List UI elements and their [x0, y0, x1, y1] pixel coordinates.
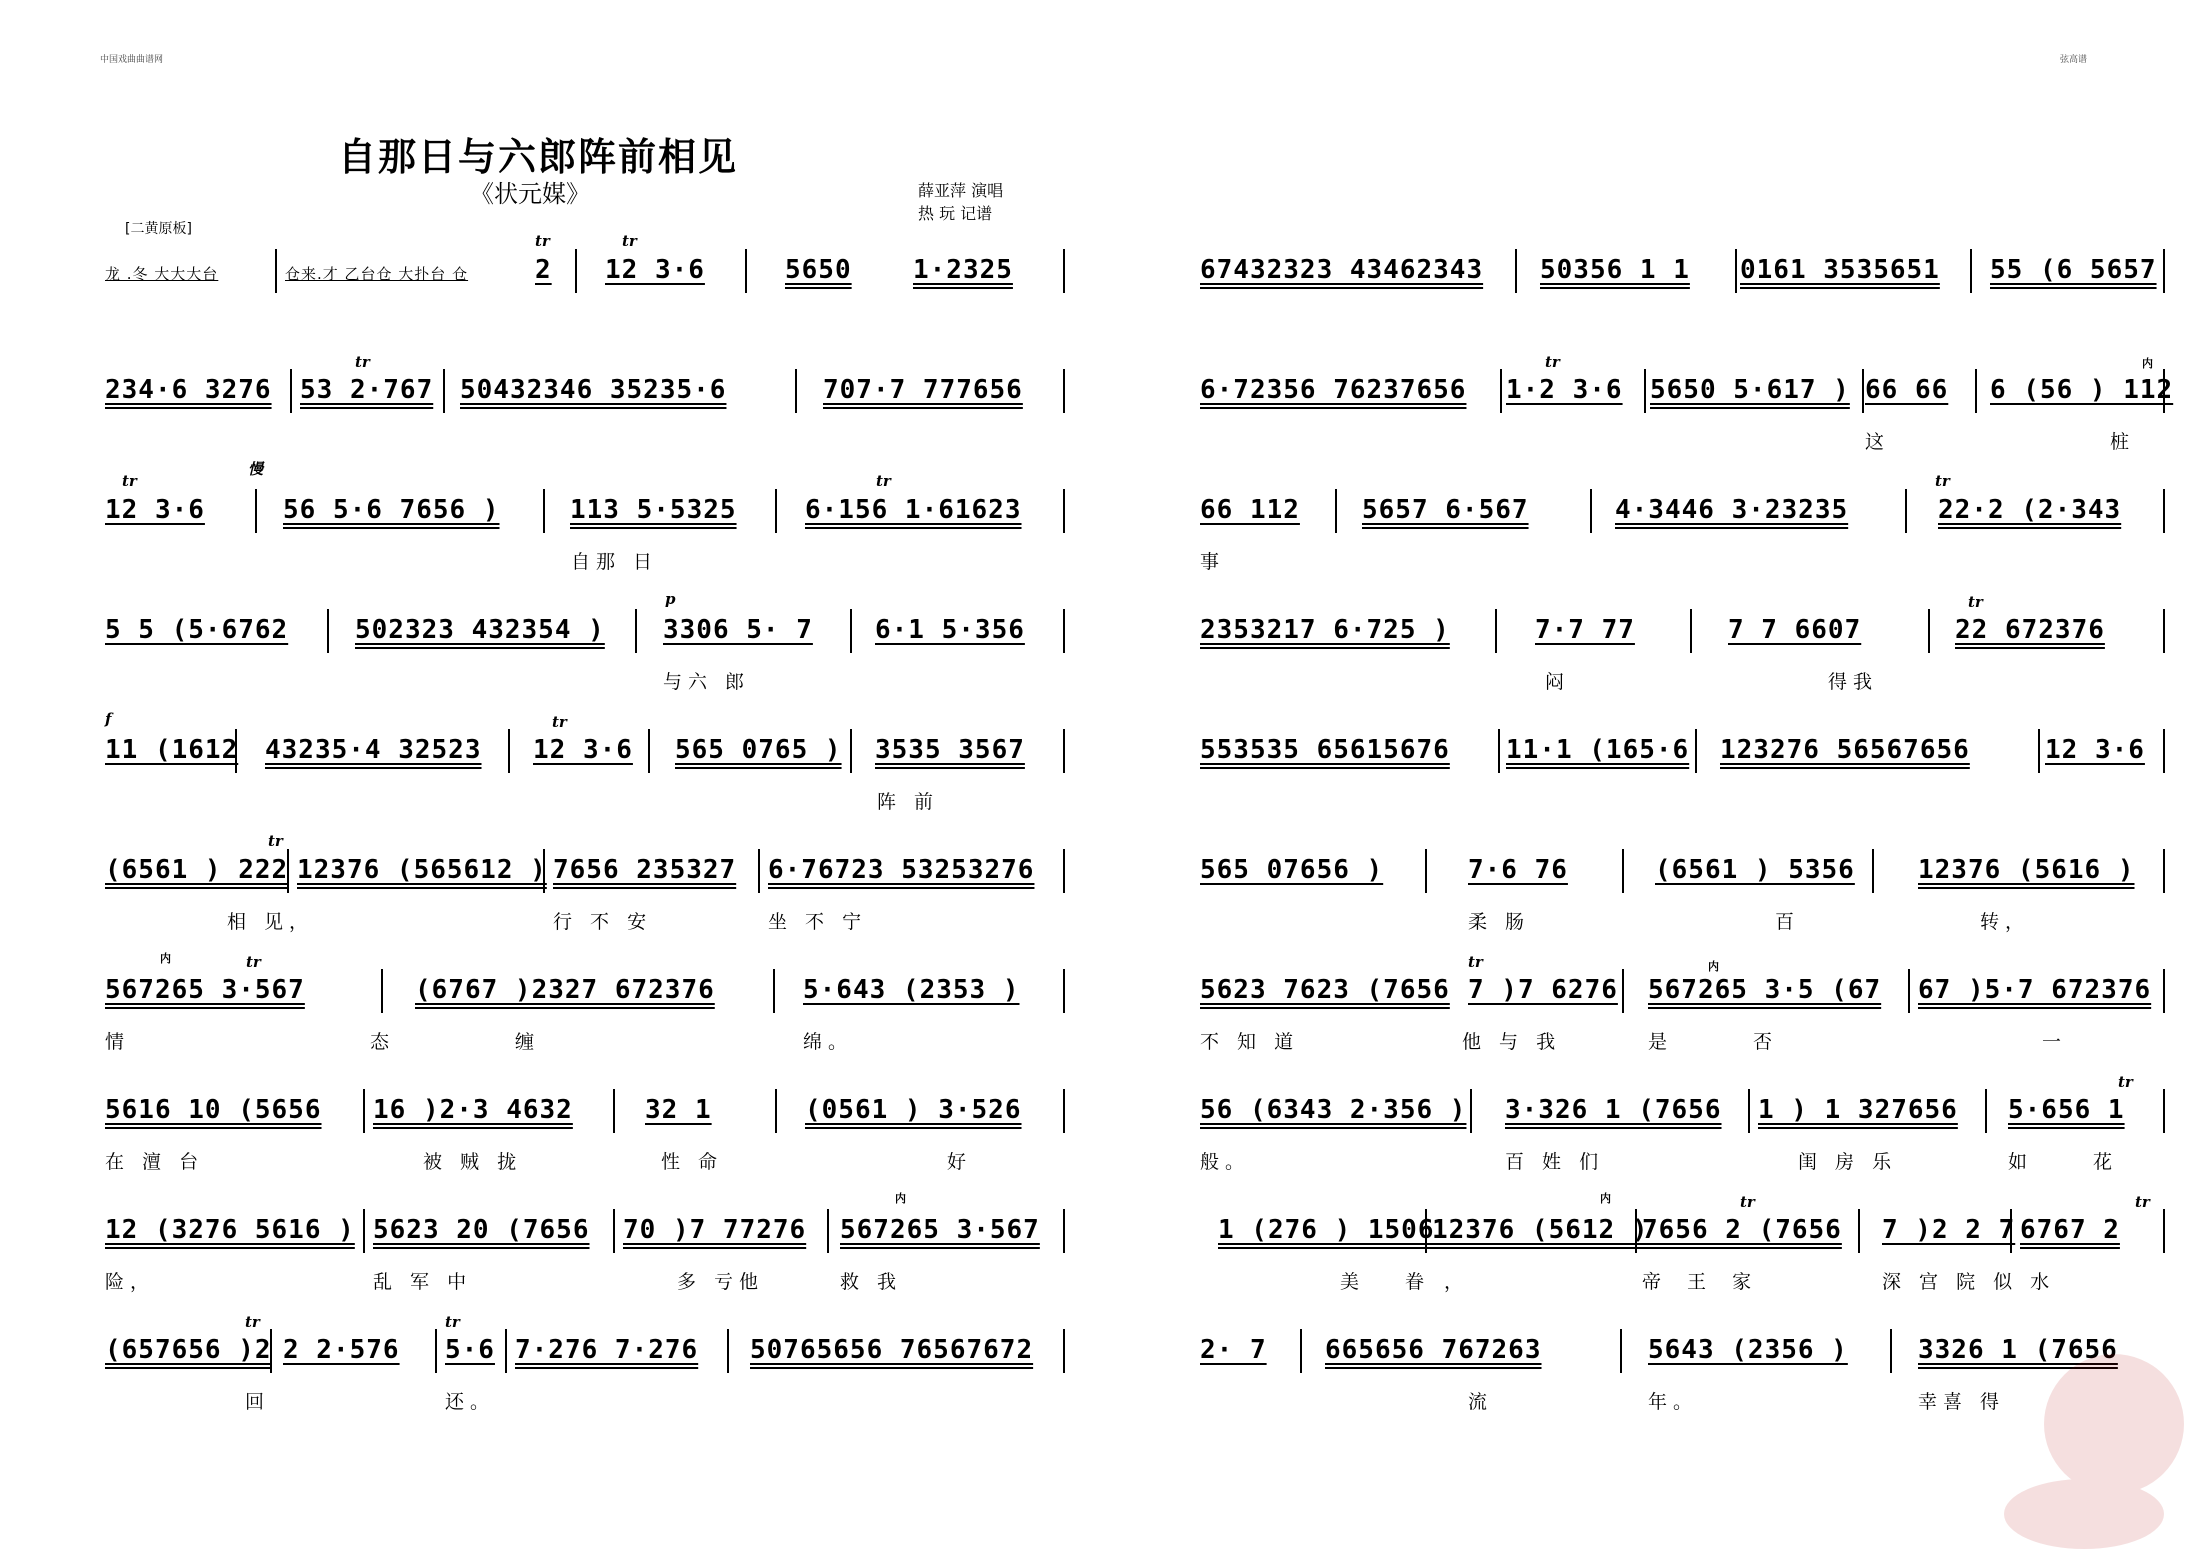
notation-segment: 11 (1612 — [105, 735, 239, 765]
notation-segment: 7 7 6607 — [1728, 615, 1862, 645]
notation-segment: 565 0765 ) — [675, 735, 842, 765]
notation-segment: 665656 767263 — [1325, 1335, 1542, 1365]
notation-segment: 67 )5·7 672376 — [1918, 975, 2152, 1005]
barline — [287, 849, 289, 893]
score-subtitle: 《状元媒》 — [470, 180, 590, 208]
barline — [1470, 1089, 1472, 1133]
notation-segment: 5·656 1 — [2008, 1095, 2125, 1125]
barline — [1872, 849, 1874, 893]
barline — [2163, 729, 2165, 773]
notation-segment: 56 5·6 7656 ) — [283, 495, 500, 525]
lyric-text: 乱 军 中 — [373, 1271, 473, 1293]
barline — [1425, 849, 1427, 893]
notation-segment: 6·72356 76237656 — [1200, 375, 1467, 405]
notation-segment: 12 3·6 — [605, 255, 705, 285]
lyric-text: 他 与 我 — [1462, 1031, 1562, 1053]
notation-segment: 567265 3·567 — [840, 1215, 1040, 1245]
notation-segment: 3·326 1 (7656 — [1505, 1095, 1722, 1125]
barline — [235, 729, 237, 773]
dynamic-piano: p — [665, 590, 676, 608]
notation-segment: 7·6 76 — [1468, 855, 1568, 885]
notation-segment: (6767 )2327 672376 — [415, 975, 715, 1005]
barline — [1862, 369, 1864, 413]
notation-segment: 11·1 (165·6 — [1506, 735, 1690, 765]
barline — [1063, 489, 1065, 533]
notation-segment: 113 5·5325 — [570, 495, 737, 525]
barline — [543, 489, 545, 533]
lyric-text: 得我 — [1828, 671, 1879, 693]
trill-mark: tr — [622, 232, 637, 250]
notation-segment: 6 (56 ) 112 — [1990, 375, 2174, 405]
lyric-text: 桩 — [2110, 431, 2136, 453]
barline — [1063, 609, 1065, 653]
barline — [1620, 1329, 1622, 1373]
barline — [635, 609, 637, 653]
lyric-text: 还。 — [445, 1391, 496, 1413]
score-line — [105, 1215, 1065, 1315]
barline — [1695, 729, 1697, 773]
notation-segment: 707·7 777656 — [823, 375, 1023, 405]
trill-mark: tr — [122, 472, 137, 490]
lyric-text: 被 贼 拢 — [423, 1151, 523, 1173]
barline — [1590, 489, 1592, 533]
barline — [2163, 249, 2165, 293]
notation-segment: 1 ) 1 327656 — [1758, 1095, 1958, 1125]
barline — [1300, 1329, 1302, 1373]
lyric-text: 险， — [105, 1271, 156, 1293]
barline — [1335, 489, 1337, 533]
singer-credit: 薛亚萍 演唱 — [918, 181, 1004, 200]
lyric-text: 好 — [947, 1151, 973, 1173]
barline — [1063, 849, 1065, 893]
trill-mark: tr — [1740, 1193, 1755, 1211]
barline — [2163, 1089, 2165, 1133]
source-tag-label: 弦高谱 — [2060, 55, 2088, 65]
notation-segment: 5 5 (5·6762 — [105, 615, 289, 645]
barline — [1425, 1209, 1427, 1253]
notation-segment: 7·7 77 — [1535, 615, 1635, 645]
barline — [2163, 849, 2165, 893]
barline — [1858, 1209, 1860, 1253]
notation-segment: 50356 1 1 — [1540, 255, 1690, 285]
barline — [1690, 609, 1692, 653]
notation-segment: 5650 5·617 ) — [1650, 375, 1850, 405]
trill-mark: tr — [1468, 953, 1483, 971]
lyric-text: 如 花 — [2008, 1151, 2143, 1173]
notation-segment: 5616 10 (5656 — [105, 1095, 322, 1125]
barline — [1515, 249, 1517, 293]
trill-mark: tr — [1968, 593, 1983, 611]
barline — [2163, 969, 2165, 1013]
notation-segment: 22 672376 — [1955, 615, 2105, 645]
barline — [2163, 1209, 2165, 1253]
notation-segment: 5623 20 (7656 — [373, 1215, 590, 1245]
notation-segment: 12 3·6 — [105, 495, 205, 525]
notation-segment: 66 66 — [1865, 375, 1949, 405]
trill-mark: tr — [268, 832, 283, 850]
notation-segment: 7 )7 6276 — [1468, 975, 1618, 1005]
barline — [2163, 369, 2165, 413]
score-line — [105, 255, 1065, 355]
notation-segment: 5643 (2356 ) — [1648, 1335, 1848, 1365]
score-line — [1200, 735, 2165, 835]
lyric-text: 性 命 — [661, 1151, 724, 1173]
notation-segment: 7656 2 (7656 — [1642, 1215, 1842, 1245]
barline — [435, 1329, 437, 1373]
lyric-text: 阵 前 — [877, 791, 940, 813]
barline — [1063, 1209, 1065, 1253]
tempo-mark-slow: 慢 — [248, 460, 264, 478]
inner-mark: 内 — [1708, 960, 1719, 973]
barline — [795, 369, 797, 413]
trill-mark: tr — [1545, 353, 1560, 371]
inner-mark: 内 — [160, 952, 171, 965]
barline — [1644, 369, 1646, 413]
barline — [727, 1329, 729, 1373]
lyric-text: 是 否 — [1648, 1031, 1813, 1053]
notation-segment: 2· 7 — [1200, 1335, 1267, 1365]
barline — [850, 729, 852, 773]
notation-segment: 7656 235327 — [553, 855, 737, 885]
lyric-text: 幸喜 得 — [1918, 1391, 2006, 1413]
barline — [1905, 489, 1907, 533]
barline — [2163, 489, 2165, 533]
notation-segment: 56 (6343 2·356 ) — [1200, 1095, 1467, 1125]
notation-segment: 6·76723 53253276 — [768, 855, 1035, 885]
lyric-text: 般。 — [1200, 1151, 1251, 1173]
trill-mark: tr — [445, 1313, 460, 1331]
barline — [1063, 729, 1065, 773]
barline — [1063, 969, 1065, 1013]
lyric-text: 帝 王 家 — [1642, 1271, 1762, 1293]
notation-segment: 3326 1 (7656 — [1918, 1335, 2118, 1365]
watermark-logo — [1994, 1314, 2194, 1554]
percussion-pattern: 仓来.才 乙台仓 大扑台 仓 — [285, 265, 469, 283]
barline — [613, 1089, 615, 1133]
barline — [543, 849, 545, 893]
notation-segment: 12376 (565612 ) — [297, 855, 547, 885]
score-line — [1200, 975, 2165, 1075]
barline — [1970, 249, 1972, 293]
barline — [648, 729, 650, 773]
barline — [1495, 609, 1497, 653]
barline — [1063, 1329, 1065, 1373]
barline — [775, 1089, 777, 1133]
score-line — [105, 975, 1065, 1075]
notation-segment: 50432346 35235·6 — [460, 375, 727, 405]
barline — [290, 369, 292, 413]
inner-mark: 内 — [1600, 1192, 1611, 1205]
notation-segment: 4·3446 3·23235 — [1615, 495, 1849, 525]
barline — [1622, 969, 1624, 1013]
trill-mark: tr — [535, 232, 550, 250]
score-title: 自那日与六郎阵前相见 — [338, 134, 739, 179]
lyric-text: 回 — [245, 1391, 271, 1413]
barline — [758, 849, 760, 893]
lyric-text: 多 亏他 — [677, 1271, 765, 1293]
notation-segment: 12 3·6 — [533, 735, 633, 765]
score-line — [1200, 495, 2165, 595]
barline — [850, 609, 852, 653]
notation-segment: 5·6 — [445, 1335, 495, 1365]
barline — [270, 1329, 272, 1373]
lyric-text: 绵。 — [803, 1031, 854, 1053]
lyric-text: 柔 肠 — [1468, 911, 1531, 933]
trill-mark: tr — [246, 953, 261, 971]
notation-segment: 1·2325 — [913, 255, 1013, 285]
mode-label: [二黄原板] — [125, 221, 192, 237]
notation-segment: 123276 56567656 — [1720, 735, 1970, 765]
barline — [363, 1089, 365, 1133]
barline — [1928, 609, 1930, 653]
barline — [1985, 1089, 1987, 1133]
lyric-text: 深 宫 院 似 水 — [1882, 1271, 2056, 1293]
barline — [255, 489, 257, 533]
dynamic-forte: f — [105, 710, 112, 728]
score-line — [105, 1095, 1065, 1195]
notation-segment: 66 112 — [1200, 495, 1300, 525]
barline — [327, 609, 329, 653]
notation-segment: 12376 (5616 ) — [1918, 855, 2135, 885]
notation-segment: 12 (3276 5616 ) — [105, 1215, 355, 1245]
barline — [1063, 249, 1065, 293]
notation-segment: 567265 3·5 (67 — [1648, 975, 1882, 1005]
inner-mark: 内 — [895, 1192, 906, 1205]
barline — [2163, 609, 2165, 653]
score-line — [1200, 375, 2174, 475]
barline — [575, 249, 577, 293]
lyric-text: 闷 — [1545, 671, 1571, 693]
lyric-text: 相 见， — [227, 911, 315, 933]
barline — [1500, 369, 1502, 413]
barline — [2038, 729, 2040, 773]
notation-segment: 7·276 7·276 — [515, 1335, 699, 1365]
inner-mark: 内 — [2142, 357, 2153, 370]
notation-segment: (657656 )2 — [105, 1335, 272, 1365]
score-line — [105, 855, 1065, 955]
barline — [381, 969, 383, 1013]
notation-segment: 50765656 76567672 — [750, 1335, 1034, 1365]
source-site-label: 中国戏曲曲谱网 — [100, 55, 164, 65]
lyric-text: 一 — [2042, 1031, 2068, 1053]
trill-mark: tr — [2135, 1193, 2150, 1211]
notation-segment: 6767 2 — [2020, 1215, 2120, 1245]
lyric-text: 年。 — [1648, 1391, 1699, 1413]
barline — [275, 249, 277, 293]
trill-mark: tr — [876, 472, 891, 490]
notation-segment: 6·1 5·356 — [875, 615, 1025, 645]
trill-mark: tr — [1935, 472, 1950, 490]
notation-segment: 2353217 6·725 ) — [1200, 615, 1450, 645]
notation-segment: 16 )2·3 4632 — [373, 1095, 573, 1125]
notation-segment: 5657 6·567 — [1362, 495, 1529, 525]
barline — [363, 1209, 365, 1253]
lyric-text: 流 — [1468, 1391, 1494, 1413]
notation-segment: (0561 ) 3·526 — [805, 1095, 1022, 1125]
barline — [1735, 249, 1737, 293]
barline — [773, 969, 775, 1013]
lyric-text: 事 — [1200, 551, 1226, 573]
notation-segment: 5650 — [785, 255, 852, 285]
lyric-text: 不 知 道 — [1200, 1031, 1300, 1053]
barline — [443, 369, 445, 413]
notation-segment: 3535 3567 — [875, 735, 1025, 765]
barline — [1063, 369, 1065, 413]
notation-segment: 32 1 — [645, 1095, 712, 1125]
notation-segment: 67432323 43462343 — [1200, 255, 1484, 285]
barline — [1622, 849, 1624, 893]
barline — [1635, 1209, 1637, 1253]
lyric-text: 百 — [1775, 911, 1801, 933]
notation-segment: 12 3·6 — [2045, 735, 2145, 765]
recorder-credit: 热 玩 记谱 — [918, 204, 993, 223]
barline — [745, 249, 747, 293]
lyric-text: 转， — [1980, 911, 2031, 933]
barline — [1975, 369, 1977, 413]
score-line — [1200, 615, 2165, 715]
barline — [2010, 1209, 2012, 1253]
score-line — [1200, 255, 2165, 355]
score-line — [105, 1335, 1065, 1435]
notation-segment: 3306 5· 7 — [663, 615, 813, 645]
lyric-text: 这 — [1865, 431, 1891, 453]
notation-segment: 6·156 1·61623 — [805, 495, 1022, 525]
notation-segment: 0161 3535651 — [1740, 255, 1940, 285]
notation-segment: 553535 65615676 — [1200, 735, 1450, 765]
notation-segment: 22·2 (2·343 — [1938, 495, 2122, 525]
barline — [827, 1209, 829, 1253]
lyric-text: 在 澶 台 — [105, 1151, 205, 1173]
lyric-text: 救 我 — [840, 1271, 903, 1293]
lyric-text: 闺 房 乐 — [1798, 1151, 1898, 1173]
notation-segment: 1·2 3·6 — [1506, 375, 1623, 405]
trill-mark: tr — [2118, 1073, 2133, 1091]
trill-mark: tr — [355, 353, 370, 371]
lyric-text: 缠 — [515, 1031, 541, 1053]
lyric-text: 自那 日 — [571, 551, 659, 573]
lyric-text: 与六 郎 — [663, 671, 751, 693]
score-line — [105, 590, 1065, 715]
barline — [775, 489, 777, 533]
notation-segment: 43235·4 32523 — [265, 735, 482, 765]
notation-segment: 565 07656 ) — [1200, 855, 1384, 885]
notation-segment: (6561 ) 222 — [105, 855, 289, 885]
barline — [508, 729, 510, 773]
barline — [1748, 1089, 1750, 1133]
notation-segment: 7 )2 2 7 — [1882, 1215, 2016, 1245]
lyric-text: 坐 不 宁 — [768, 911, 868, 933]
notation-segment: (6561 ) 5356 — [1655, 855, 1855, 885]
trill-mark: tr — [245, 1313, 260, 1331]
notation-segment: 12376 (5612 ) — [1432, 1215, 1649, 1245]
score-line — [1200, 1215, 2165, 1315]
notation-segment: 53 2·767 — [300, 375, 434, 405]
barline — [613, 1209, 615, 1253]
notation-segment: 55 (6 5657 — [1990, 255, 2157, 285]
notation-segment: 1 (276 ) 1506 — [1218, 1215, 1435, 1245]
notation-segment: 5·643 (2353 ) — [803, 975, 1020, 1005]
barline — [1890, 1329, 1892, 1373]
trill-mark: tr — [552, 713, 567, 731]
score-line — [1200, 855, 2165, 955]
notation-segment: 2 2·576 — [283, 1335, 400, 1365]
lyric-text: 行 不 安 — [553, 911, 653, 933]
notation-segment: 234·6 3276 — [105, 375, 272, 405]
barline — [1063, 1089, 1065, 1133]
lyric-text: 情 态 — [105, 1031, 510, 1053]
notation-segment: 567265 3·567 — [105, 975, 305, 1005]
notation-segment: 502323 432354 ) — [355, 615, 605, 645]
notation-segment: 70 )7 77276 — [623, 1215, 807, 1245]
score-line — [1200, 1095, 2165, 1195]
percussion-intro: 龙 .冬 大大大台 — [105, 265, 219, 283]
barline — [1498, 729, 1500, 773]
lyric-text: 美 眷， — [1340, 1271, 1484, 1293]
barline — [505, 1329, 507, 1373]
notation-segment: 5623 7623 (7656 — [1200, 975, 1450, 1005]
lyric-text: 百 姓 们 — [1505, 1151, 1605, 1173]
notation-segment: 2 — [535, 255, 552, 285]
barline — [1908, 969, 1910, 1013]
